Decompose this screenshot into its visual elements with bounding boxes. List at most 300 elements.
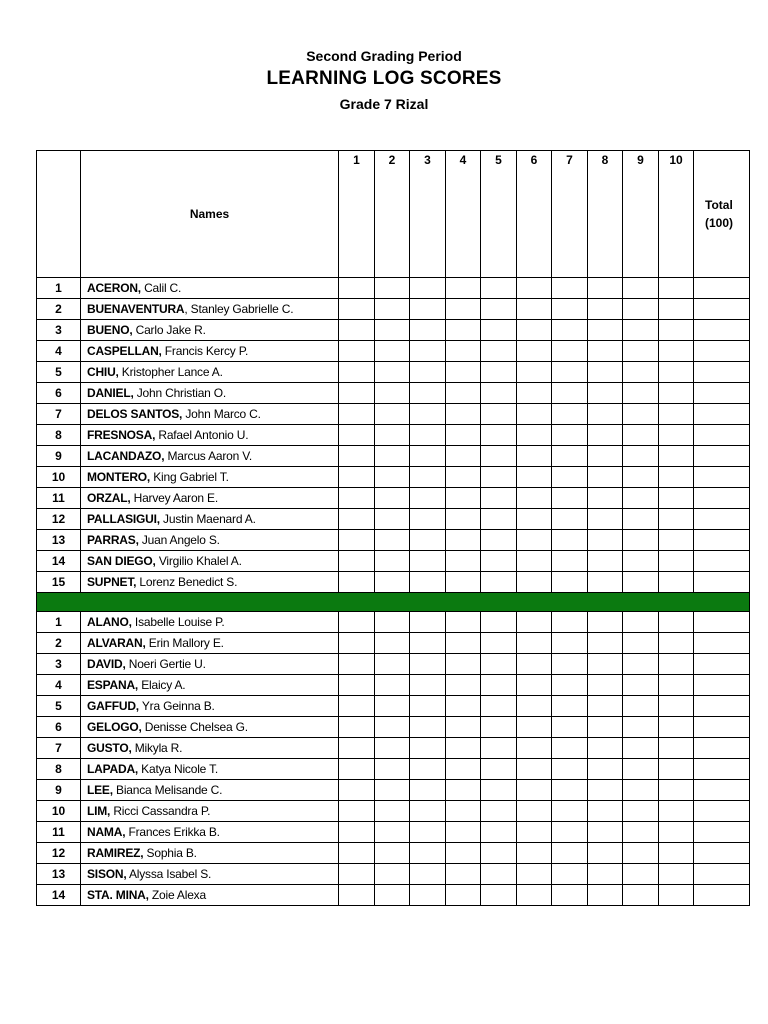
score-cell (659, 759, 694, 780)
class-section-heading: Grade 7 Rizal (339, 96, 429, 112)
score-cell (339, 320, 375, 341)
score-cell (517, 362, 552, 383)
score-cell (339, 780, 375, 801)
score-cell (517, 551, 552, 572)
score-cell (481, 801, 517, 822)
student-name-cell (81, 551, 339, 572)
student-first-name: Carlo Jake R. (132, 323, 206, 337)
score-cell (517, 864, 552, 885)
student-last-name: CHIU, (87, 365, 119, 379)
table-row (37, 654, 750, 675)
score-cell (623, 633, 659, 654)
row-number: 11 (37, 822, 81, 843)
score-cell (552, 654, 588, 675)
student-first-name: Justin Maenard A. (159, 512, 256, 526)
total-cell (694, 341, 750, 362)
student-first-name: Harvey Aaron E. (130, 491, 218, 505)
student-first-name: Noeri Gertie U. (125, 657, 206, 671)
score-cell (552, 822, 588, 843)
score-cell (339, 278, 375, 299)
total-cell (694, 843, 750, 864)
table-row (37, 551, 750, 572)
score-cell (410, 780, 446, 801)
score-cell (659, 488, 694, 509)
score-cell (446, 467, 481, 488)
score-cell (588, 885, 623, 906)
student-first-name: Mikyla R. (131, 741, 183, 755)
group-separator-row (37, 593, 750, 612)
score-cell (588, 843, 623, 864)
score-cell (446, 612, 481, 633)
score-cell (446, 320, 481, 341)
score-cell (659, 572, 694, 593)
score-cell (375, 738, 410, 759)
page-title: LEARNING LOG SCORES (266, 68, 502, 89)
score-cell (446, 278, 481, 299)
student-first-name: Erin Mallory E. (145, 636, 224, 650)
student-first-name: Zoie Alexa (148, 888, 206, 902)
table-row (37, 780, 750, 801)
score-cell (623, 738, 659, 759)
student-first-name: Yra Geinna B. (138, 699, 215, 713)
row-number: 8 (37, 759, 81, 780)
score-cell (623, 551, 659, 572)
score-cell (481, 362, 517, 383)
score-cell (659, 612, 694, 633)
score-cell (623, 780, 659, 801)
total-cell (694, 551, 750, 572)
score-cell (659, 633, 694, 654)
score-column-header: 5 (481, 151, 517, 278)
score-cell (446, 864, 481, 885)
score-cell (481, 425, 517, 446)
score-column-header: 8 (588, 151, 623, 278)
score-cell (481, 822, 517, 843)
row-number: 9 (37, 446, 81, 467)
table-row (37, 822, 750, 843)
score-cell (623, 843, 659, 864)
score-cell (659, 738, 694, 759)
score-cell (623, 320, 659, 341)
score-cell (588, 551, 623, 572)
score-cell (588, 530, 623, 551)
table-row (37, 843, 750, 864)
score-cell (410, 612, 446, 633)
score-cell (552, 446, 588, 467)
student-last-name: ORZAL, (87, 491, 131, 505)
score-cell (446, 551, 481, 572)
score-cell (410, 404, 446, 425)
table-row (37, 633, 750, 654)
student-first-name: King Gabriel T. (150, 470, 229, 484)
score-cell (552, 572, 588, 593)
score-cell (517, 425, 552, 446)
score-cell (481, 341, 517, 362)
table-row (37, 488, 750, 509)
student-last-name: GELOGO, (87, 720, 142, 734)
student-name-cell (81, 759, 339, 780)
score-cell (375, 822, 410, 843)
student-name-cell (81, 383, 339, 404)
score-cell (339, 341, 375, 362)
score-cell (446, 801, 481, 822)
total-cell (694, 278, 750, 299)
row-number: 14 (37, 885, 81, 906)
score-cell (517, 299, 552, 320)
score-cell (410, 885, 446, 906)
score-cell (623, 530, 659, 551)
student-name-cell (81, 467, 339, 488)
score-cell (375, 509, 410, 530)
table-header-row (37, 151, 750, 278)
total-cell (694, 362, 750, 383)
score-cell (659, 822, 694, 843)
student-last-name: FRESNOSA, (87, 428, 156, 442)
total-cell (694, 864, 750, 885)
total-cell (694, 446, 750, 467)
score-cell (552, 320, 588, 341)
student-name-cell (81, 404, 339, 425)
row-number: 13 (37, 530, 81, 551)
score-cell (410, 738, 446, 759)
score-cell (375, 320, 410, 341)
student-last-name: LIM, (87, 804, 111, 818)
table-row (37, 341, 750, 362)
score-cell (623, 509, 659, 530)
score-cell (481, 299, 517, 320)
score-cell (588, 320, 623, 341)
table-row (37, 696, 750, 717)
student-name-cell (81, 696, 339, 717)
score-cell (659, 467, 694, 488)
score-cell (588, 864, 623, 885)
score-cell (375, 633, 410, 654)
score-cell (552, 467, 588, 488)
table-row (37, 572, 750, 593)
score-cell (588, 341, 623, 362)
score-cell (339, 612, 375, 633)
score-cell (481, 654, 517, 675)
score-cell (339, 885, 375, 906)
score-cell (446, 446, 481, 467)
score-cell (659, 885, 694, 906)
score-cell (517, 843, 552, 864)
table-row (37, 446, 750, 467)
score-cell (659, 675, 694, 696)
row-number: 8 (37, 425, 81, 446)
score-cell (446, 530, 481, 551)
score-cell (375, 675, 410, 696)
score-cell (659, 320, 694, 341)
score-cell (623, 446, 659, 467)
score-cell (517, 696, 552, 717)
student-last-name: CASPELLAN, (87, 344, 162, 358)
score-cell (588, 572, 623, 593)
score-cell (375, 551, 410, 572)
student-name-cell (81, 509, 339, 530)
score-cell (659, 843, 694, 864)
score-cell (446, 717, 481, 738)
score-cell (517, 278, 552, 299)
score-column-header: 2 (375, 151, 410, 278)
names-header: Names (81, 151, 339, 278)
total-cell (694, 530, 750, 551)
score-column-header: 9 (623, 151, 659, 278)
student-first-name: Juan Angelo S. (138, 533, 220, 547)
group-separator-bar (37, 593, 750, 612)
score-cell (375, 864, 410, 885)
student-last-name: DAVID, (87, 657, 126, 671)
score-cell (659, 425, 694, 446)
score-cell (659, 654, 694, 675)
score-cell (375, 654, 410, 675)
student-name-cell (81, 530, 339, 551)
score-cell (339, 425, 375, 446)
score-cell (552, 864, 588, 885)
score-cell (623, 822, 659, 843)
score-column-header: 10 (659, 151, 694, 278)
score-cell (517, 404, 552, 425)
student-last-name: PALLASIGUI, (87, 512, 160, 526)
score-cell (552, 551, 588, 572)
total-cell (694, 572, 750, 593)
score-cell (623, 404, 659, 425)
score-cell (339, 530, 375, 551)
student-name-cell (81, 299, 339, 320)
student-last-name: STA. MINA, (87, 888, 149, 902)
score-cell (659, 383, 694, 404)
student-first-name: Sophia B. (143, 846, 197, 860)
score-cell (339, 446, 375, 467)
row-number: 4 (37, 675, 81, 696)
score-cell (446, 675, 481, 696)
total-cell (694, 299, 750, 320)
score-cell (517, 675, 552, 696)
table-row (37, 404, 750, 425)
score-cell (410, 509, 446, 530)
score-cell (339, 801, 375, 822)
total-cell (694, 822, 750, 843)
score-cell (446, 509, 481, 530)
score-cell (481, 864, 517, 885)
score-cell (410, 383, 446, 404)
score-cell (410, 696, 446, 717)
score-cell (339, 654, 375, 675)
student-name-cell (81, 425, 339, 446)
score-cell (623, 425, 659, 446)
score-cell (481, 530, 517, 551)
score-cell (481, 404, 517, 425)
score-cell (410, 425, 446, 446)
score-cell (659, 530, 694, 551)
score-cell (446, 738, 481, 759)
total-cell (694, 320, 750, 341)
score-cell (339, 488, 375, 509)
total-cell (694, 738, 750, 759)
score-cell (588, 509, 623, 530)
student-name-cell (81, 801, 339, 822)
row-number: 12 (37, 509, 81, 530)
score-cell (517, 822, 552, 843)
score-cell (339, 509, 375, 530)
score-cell (517, 467, 552, 488)
score-cell (446, 425, 481, 446)
student-last-name: DANIEL, (87, 386, 134, 400)
row-number: 12 (37, 843, 81, 864)
student-name-cell (81, 572, 339, 593)
score-cell (659, 717, 694, 738)
table-row (37, 425, 750, 446)
score-cell (375, 341, 410, 362)
student-first-name: Katya Nicole T. (138, 762, 218, 776)
row-number: 10 (37, 801, 81, 822)
student-first-name: Rafael Antonio U. (155, 428, 249, 442)
score-cell (517, 488, 552, 509)
score-cell (552, 738, 588, 759)
table-row (37, 299, 750, 320)
student-first-name: Calil C. (140, 281, 182, 295)
student-name-cell (81, 780, 339, 801)
period-heading: Second Grading Period (306, 48, 462, 64)
score-cell (552, 801, 588, 822)
student-first-name: Kristopher Lance A. (118, 365, 223, 379)
table-row (37, 675, 750, 696)
score-cell (659, 780, 694, 801)
score-cell (375, 446, 410, 467)
score-cell (659, 801, 694, 822)
score-cell (410, 467, 446, 488)
score-cell (623, 383, 659, 404)
score-cell (588, 362, 623, 383)
score-cell (410, 843, 446, 864)
student-first-name: Elaicy A. (138, 678, 186, 692)
score-cell (339, 362, 375, 383)
score-cell (588, 299, 623, 320)
student-first-name: , Stanley Gabrielle C. (184, 302, 294, 316)
score-cell (552, 780, 588, 801)
row-number: 3 (37, 654, 81, 675)
row-number: 7 (37, 738, 81, 759)
student-last-name: PARRAS, (87, 533, 139, 547)
student-name-cell (81, 843, 339, 864)
score-cell (588, 467, 623, 488)
score-cell (339, 696, 375, 717)
score-cell (410, 278, 446, 299)
student-last-name: ACERON, (87, 281, 141, 295)
total-cell (694, 383, 750, 404)
score-cell (552, 530, 588, 551)
score-column-header: 3 (410, 151, 446, 278)
student-first-name: Denisse Chelsea G. (141, 720, 248, 734)
score-cell (375, 404, 410, 425)
table-row (37, 278, 750, 299)
score-cell (481, 488, 517, 509)
score-cell (588, 404, 623, 425)
student-last-name: MONTERO, (87, 470, 151, 484)
student-name-cell (81, 446, 339, 467)
score-cell (339, 404, 375, 425)
score-cell (446, 404, 481, 425)
table-row (37, 801, 750, 822)
score-cell (623, 801, 659, 822)
score-cell (375, 885, 410, 906)
score-cell (375, 362, 410, 383)
score-cell (446, 633, 481, 654)
score-cell (481, 612, 517, 633)
student-last-name: BUENAVENTURA (87, 302, 185, 316)
student-name-cell (81, 717, 339, 738)
score-cell (517, 759, 552, 780)
score-cell (481, 696, 517, 717)
row-number: 10 (37, 467, 81, 488)
total-cell (694, 404, 750, 425)
score-cell (552, 633, 588, 654)
score-cell (375, 843, 410, 864)
score-cell (446, 696, 481, 717)
score-cell (659, 446, 694, 467)
score-cell (410, 320, 446, 341)
student-name-cell (81, 612, 339, 633)
score-cell (481, 572, 517, 593)
score-cell (588, 425, 623, 446)
row-number: 2 (37, 299, 81, 320)
score-cell (339, 383, 375, 404)
score-cell (517, 633, 552, 654)
score-cell (517, 717, 552, 738)
total-cell (694, 654, 750, 675)
score-cell (623, 341, 659, 362)
score-cell (623, 572, 659, 593)
row-number: 2 (37, 633, 81, 654)
total-cell (694, 425, 750, 446)
student-last-name: LAPADA, (87, 762, 139, 776)
row-number: 6 (37, 383, 81, 404)
student-name-cell (81, 362, 339, 383)
score-cell (517, 320, 552, 341)
score-cell (623, 675, 659, 696)
score-cell (588, 780, 623, 801)
row-number: 13 (37, 864, 81, 885)
score-cell (446, 780, 481, 801)
score-cell (410, 341, 446, 362)
student-first-name: Bianca Melisande C. (112, 783, 223, 797)
student-first-name: Ricci Cassandra P. (110, 804, 211, 818)
score-cell (552, 612, 588, 633)
total-cell (694, 885, 750, 906)
score-column-header: 1 (339, 151, 375, 278)
score-cell (659, 864, 694, 885)
student-name-cell (81, 738, 339, 759)
score-cell (481, 633, 517, 654)
student-name-cell (81, 320, 339, 341)
score-cell (481, 843, 517, 864)
score-cell (517, 738, 552, 759)
score-cell (339, 551, 375, 572)
score-cell (410, 446, 446, 467)
row-number: 14 (37, 551, 81, 572)
score-cell (588, 488, 623, 509)
score-cell (410, 864, 446, 885)
student-last-name: SUPNET, (87, 575, 137, 589)
total-cell (694, 467, 750, 488)
score-cell (410, 551, 446, 572)
score-cell (623, 278, 659, 299)
score-cell (659, 299, 694, 320)
score-cell (552, 488, 588, 509)
total-cell (694, 675, 750, 696)
score-cell (552, 885, 588, 906)
student-name-cell (81, 675, 339, 696)
